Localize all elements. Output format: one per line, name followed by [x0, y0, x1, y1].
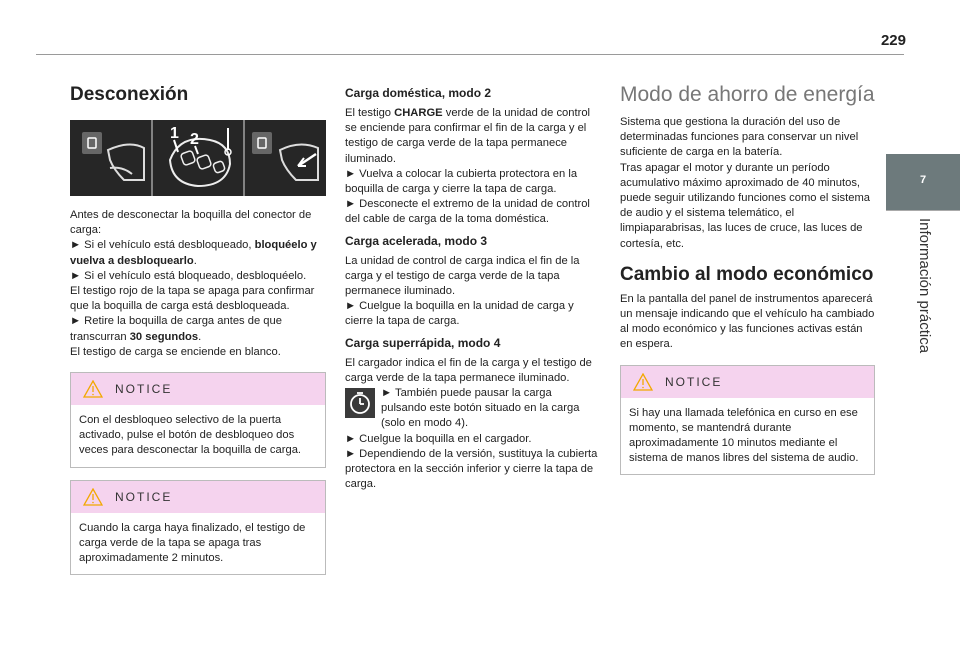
disconnect-intro: Antes de desconectar la boquilla del conector de carga: [70, 209, 312, 237]
heading-economy-mode: Cambio al modo económico [620, 263, 874, 285]
mode2-text-end: verde de la unidad de control se enciende para confirmar el fin de la carga y el testigo de carga verde de la tapa permanece iluminado. [345, 107, 591, 165]
column-charging-modes [345, 86, 600, 492]
chapter-tab[interactable]: 7 [886, 154, 960, 210]
mode-4-text: El cargador indica el fin de la carga y el testigo de carga verde de la tapa permanece iluminado. [345, 356, 592, 384]
mode-2-text [345, 106, 600, 167]
step-label-2: 2 [190, 131, 199, 148]
heading-mode-2: Carga doméstica, modo 2 [345, 86, 492, 100]
energy-saving-text-1: Sistema que gestiona la duración del uso de determinadas funciones para conservar un nivel suficiente de carga en la batería. [620, 116, 859, 159]
mode-3-text: La unidad de control de carga indica el fin de la carga y el testigo de carga verde de la tapa permanece iluminado. [345, 254, 580, 298]
mode-4-pause-text [345, 386, 600, 432]
heading-mode-4: Carga superrápida, modo 4 [345, 335, 501, 350]
mode4-pause-label: ► También puede pausar la carga pulsando este botón situado en la carga (solo en modo 4). [381, 387, 580, 430]
mode-2-step-2: ► Desconecte el extremo de la unidad de control del cable de carga de la toma doméstica. [345, 198, 590, 226]
pause-charge-icon [345, 388, 375, 418]
notice-box-3 [620, 365, 875, 476]
heading-mode-3: Carga acelerada, modo 3 [345, 233, 488, 248]
stopwatch-icon [345, 388, 375, 418]
warning-icon [83, 488, 103, 506]
notice-title: NOTICE [665, 374, 723, 389]
warning-icon [83, 380, 103, 398]
mode-4-step-1: ► Cuelgue la boquilla en el cargador. [345, 432, 532, 445]
disconnect-step-2: ► Si el vehículo está bloqueado, desbloquéelo. [70, 269, 307, 282]
disconnect-step-1 [70, 238, 326, 268]
mode2-text-start: El testigo [345, 107, 395, 119]
column-energy-saving [620, 82, 875, 475]
chapter-sidebar [886, 154, 960, 414]
notice-text: Con el desbloqueo selectivo de la puerta activado, pulse el botón de desbloqueo dos veces para desconectar la boquilla de carga. [79, 414, 302, 457]
step3-text: ► Retire la boquilla de carga antes de que transcurran [70, 315, 282, 343]
step1-bold: bloquéelo y vuelva a desbloquearlo [70, 239, 317, 267]
disconnect-step-3 [70, 314, 326, 344]
notice-header [71, 481, 325, 513]
energy-saving-text-2: Tras apagar el motor y durante un período acumulativo máximo aproximado de 40 minutos, puede seguir utilizando funciones como el sistema de audio y el sistema telemático, el limpiaparabrisas, las luces de cruce, las luces de cortesía, etc. [620, 161, 870, 250]
step-label-1: 1 [170, 125, 179, 142]
unlock-sequence-icon [70, 120, 326, 196]
tab-divider [886, 210, 960, 211]
notice-box-2 [70, 480, 326, 576]
warning-icon [633, 373, 653, 391]
economy-mode-text: En la pantalla del panel de instrumentos aparecerá un mensaje indicando que el vehículo ha cambiado al modo económico y las funciones activas están en espera. [620, 292, 875, 351]
column-disconnection [70, 84, 326, 575]
heading-energy-saving: Modo de ahorro de energía [620, 83, 875, 106]
step1-end: . [193, 254, 197, 267]
notice-header [621, 366, 874, 398]
step1-text: ► Si el vehículo está desbloqueado, [70, 239, 255, 252]
mode-2-step-1: ► Vuelva a colocar la cubierta protectora en la boquilla de carga y cierre la tapa de carga. [345, 167, 578, 196]
notice-box-1 [70, 372, 326, 468]
top-rule [36, 54, 904, 55]
mode-4-step-2: ► Dependiendo de la versión, sustituya la cubierta protectora en la sección inferior y cierre la tapa de carga. [345, 447, 598, 491]
step3-end: . [198, 330, 202, 343]
unlock-illustration [70, 120, 326, 196]
page-number: 229 [880, 32, 906, 49]
disconnect-step-2-note: El testigo rojo de la tapa se apaga para confirmar que la boquilla de carga está desbloqueada. [70, 285, 315, 313]
notice-title: NOTICE [115, 382, 173, 397]
mode-3-step: ► Cuelgue la boquilla en la unidad de carga y cierre la tapa de carga. [345, 300, 574, 328]
notice-header [71, 373, 325, 405]
chapter-title: Información práctica [916, 218, 933, 354]
charge-label: CHARGE [394, 107, 443, 119]
disconnect-step-3-note: El testigo de carga se enciende en blanco. [70, 345, 281, 358]
notice-title: NOTICE [115, 489, 173, 504]
notice-text: Si hay una llamada telefónica en curso en ese momento, se mantendrá durante aproximadamente 10 minutos mediante el sistema de manos libres del sistema de audio. [629, 406, 859, 465]
notice-text: Cuando la carga haya finalizado, el testigo de carga verde de la tapa se apaga tras aproximadamente 2 minutos. [79, 521, 306, 565]
section-heading-disconnection: Desconexión [70, 84, 189, 105]
step3-bold: 30 segundos [129, 330, 199, 343]
